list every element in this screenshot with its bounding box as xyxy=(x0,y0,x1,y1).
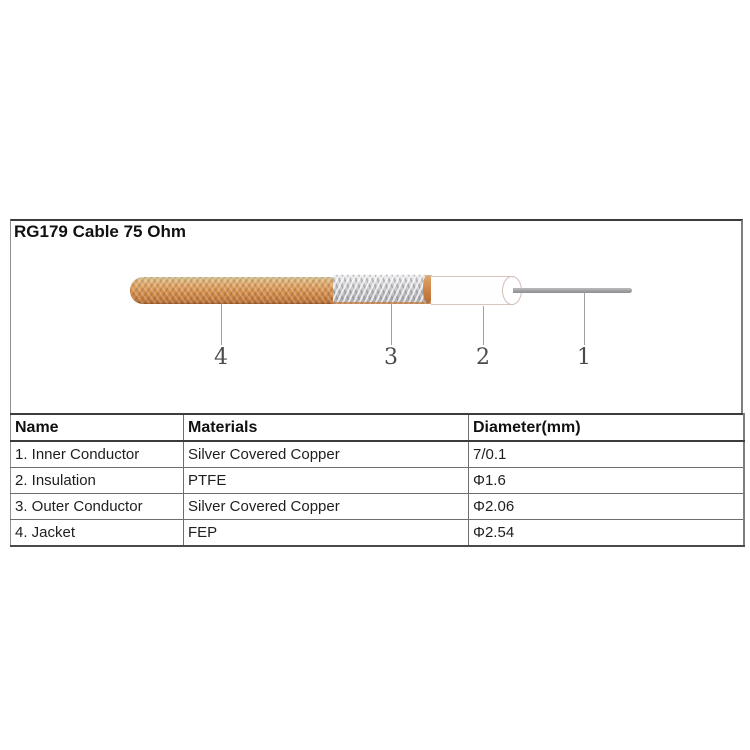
cell-name: 3. Outer Conductor xyxy=(11,494,184,520)
cell-materials: FEP xyxy=(184,520,469,547)
callout-number-3: 3 xyxy=(384,345,398,370)
cell-diameter: Φ2.54 xyxy=(469,520,744,547)
callout-leader-3 xyxy=(391,304,392,345)
cell-materials: Silver Covered Copper xyxy=(184,494,469,520)
callout-leader-4 xyxy=(221,304,222,345)
table-row xyxy=(11,520,744,547)
table-row xyxy=(11,494,744,520)
header-diameter: Diameter(mm) xyxy=(469,414,744,441)
cell-diameter: 7/0.1 xyxy=(469,441,744,468)
cell-name: 1. Inner Conductor xyxy=(11,441,184,468)
page-title: RG179 Cable 75 Ohm xyxy=(14,222,186,241)
cell-name: 2. Insulation xyxy=(11,468,184,494)
inner-conductor-wire xyxy=(513,288,632,293)
callout-number-4: 4 xyxy=(214,345,228,370)
callout-leader-2 xyxy=(483,306,484,345)
cable-diagram xyxy=(11,221,741,411)
spec-table xyxy=(10,413,745,547)
cell-diameter: Φ2.06 xyxy=(469,494,744,520)
spec-panel xyxy=(10,219,743,543)
header-materials: Materials xyxy=(184,414,469,441)
outer-conductor-layer xyxy=(333,274,432,304)
table-header-row xyxy=(11,414,744,441)
cell-materials: PTFE xyxy=(184,468,469,494)
jacket-layer xyxy=(130,277,335,304)
callout-number-2: 2 xyxy=(476,345,490,370)
cell-materials: Silver Covered Copper xyxy=(184,441,469,468)
callout-number-1: 1 xyxy=(577,345,591,370)
callout-leader-1 xyxy=(584,293,585,345)
header-name: Name xyxy=(11,414,184,441)
table-row xyxy=(11,468,744,494)
cell-diameter: Φ1.6 xyxy=(469,468,744,494)
cell-name: 4. Jacket xyxy=(11,520,184,547)
table-row xyxy=(11,441,744,468)
